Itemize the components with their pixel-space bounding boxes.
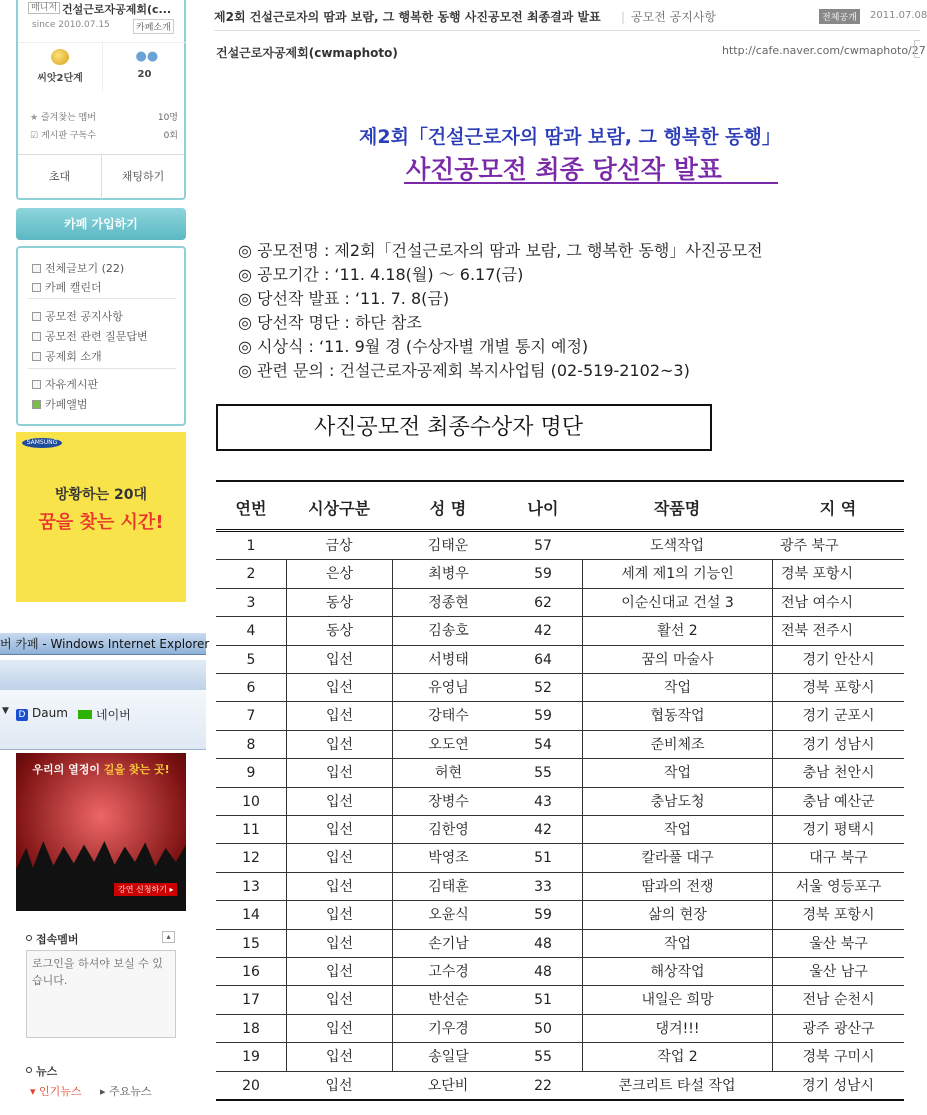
col-header-age: 나이: [527, 499, 559, 518]
ad-headline-a: 우리의 열정이: [32, 763, 104, 776]
table-cell: 19: [242, 1049, 260, 1066]
table-cell: 삶의 현장: [582, 901, 772, 929]
table-cell: 충남도청: [582, 788, 772, 816]
join-cafe-button[interactable]: 카페 가입하기: [16, 208, 186, 240]
table-row: [216, 646, 904, 674]
table-cell: 작업 2: [582, 1043, 772, 1071]
info-line: ◎ 관련 문의 : 건설근로자공제회 복지사업팀 (02-519-2102~3): [238, 361, 690, 380]
table-cell: 김한영: [392, 816, 504, 844]
table-cell: 50: [534, 1020, 552, 1037]
menu-divider: [28, 368, 176, 369]
info-line: ◎ 시상식 : ‘11. 9월 경 (수상자별 개별 통지 예정): [238, 337, 589, 356]
naver-icon: [78, 710, 92, 719]
star-icon: ★: [30, 113, 39, 123]
visibility-badge: 전체공개: [819, 9, 860, 24]
table-cell: 오도연: [392, 731, 504, 759]
table-cell: 기우경: [392, 1015, 504, 1043]
post-title: 제2회 건설근로자의 땀과 보람, 그 행복한 동행 사진공모전 최종결과 발표: [214, 10, 601, 24]
table-cell: 울산 남구: [772, 958, 904, 986]
album-icon: [32, 400, 41, 409]
cafe-intro-button[interactable]: 카페소개: [133, 19, 174, 34]
table-cell: 경북 포항시: [772, 901, 904, 929]
table-cell: 입선: [286, 986, 392, 1014]
table-cell: 최병우: [392, 560, 504, 588]
table-row: [216, 788, 904, 816]
table-row: [216, 759, 904, 787]
table-cell: 12: [242, 850, 260, 867]
table-cell: 57: [534, 538, 552, 554]
table-cell: 허현: [392, 759, 504, 787]
ie-toolbar: [0, 660, 206, 690]
table-cell: 고수경: [392, 958, 504, 986]
table-row: [216, 1015, 904, 1043]
table-cell: 8: [246, 736, 256, 753]
menu-label: 전체글보기 (22): [45, 262, 125, 275]
table-row: [216, 816, 904, 844]
table-cell: 정종현: [392, 589, 504, 617]
menu-free-board[interactable]: [32, 376, 98, 392]
table-cell: 54: [534, 736, 552, 753]
table-cell: 43: [534, 793, 552, 810]
table-cell: 입선: [286, 930, 392, 958]
table-cell: 16: [242, 964, 260, 980]
table-cell: 55: [534, 1049, 552, 1066]
table-cell: 입선: [325, 1077, 353, 1094]
table-cell: 42: [534, 623, 552, 640]
table-cell: 충남 예산군: [772, 788, 904, 816]
menu-contest-qna[interactable]: [32, 328, 148, 344]
table-cell: 콘크리트 타설 작업: [618, 1077, 736, 1094]
table-row: [216, 589, 904, 617]
calendar-icon: [32, 283, 41, 292]
collapse-icon[interactable]: ▴: [162, 931, 175, 943]
table-cell: 작업: [582, 930, 772, 958]
table-cell: 3: [246, 594, 256, 611]
table-cell: 경북 구미시: [772, 1043, 904, 1071]
table-cell: 전남 순천시: [772, 986, 904, 1014]
table-cell: 13: [242, 878, 260, 895]
cafe-name[interactable]: 건설근로자공제회(c...: [62, 3, 172, 16]
table-cell: 댕겨!!!: [582, 1015, 772, 1043]
table-row: [216, 958, 904, 986]
fav-members-label: 즐겨찾는 멤버: [40, 113, 96, 123]
table-cell: 51: [534, 850, 552, 867]
table-cell: 1: [246, 538, 256, 554]
table-cell: 입선: [286, 646, 392, 674]
table-cell: 김태훈: [392, 873, 504, 901]
table-cell: 작업: [582, 816, 772, 844]
table-row: [216, 986, 904, 1014]
table-cell: 서병태: [392, 646, 504, 674]
cafe-sidebar: [0, 0, 210, 1115]
member-count-value: 20: [137, 69, 152, 80]
post-url[interactable]: http://cafe.naver.com/cwmaphoto/27: [722, 44, 926, 57]
table-cell: 10: [242, 793, 260, 810]
winners-table-title: 사진공모전 최종수상자 명단: [216, 404, 712, 451]
col-header-name: 성 명: [429, 499, 467, 518]
table-cell: 경기 군포시: [772, 702, 904, 730]
table-cell: 55: [534, 765, 552, 782]
table-cell: 경기 평택시: [772, 816, 904, 844]
fav-label: Daum: [32, 706, 68, 720]
table-cell: 동상: [286, 617, 392, 645]
table-cell: 64: [534, 651, 552, 668]
table-cell: 59: [534, 907, 552, 924]
table-cell: 해상작업: [582, 958, 772, 986]
table-cell: 오윤식: [392, 901, 504, 929]
lecture-apply-button[interactable]: 강연 신청하기 ▸: [114, 883, 177, 896]
table-cell: 칼라풀 대구: [582, 844, 772, 872]
table-cell: 오단비: [427, 1077, 469, 1094]
table-cell: 광주 광산구: [772, 1015, 904, 1043]
table-cell: 4: [246, 623, 256, 640]
table-cell: 강태수: [392, 702, 504, 730]
table-cell: 전남 여수시: [772, 589, 904, 617]
table-cell: 협동작업: [582, 702, 772, 730]
menu-label: 자유게시판: [45, 378, 99, 391]
table-cell: 경북 포항시: [772, 674, 904, 702]
ie-favorites-bar: [0, 690, 206, 750]
ie-title-bar[interactable]: 버 카페 - Windows Internet Explorer: [0, 633, 206, 655]
table-cell: 경기 성남시: [801, 1077, 875, 1094]
table-cell: 입선: [286, 1043, 392, 1071]
table-cell: 2: [246, 566, 256, 583]
table-cell: 입선: [286, 873, 392, 901]
chat-button[interactable]: 채팅하기: [121, 170, 165, 183]
table-cell: 이순신대교 건설 3: [582, 589, 772, 617]
table-cell: 입선: [286, 788, 392, 816]
invite-button[interactable]: 초대: [18, 155, 102, 199]
cafe-menu: [16, 246, 186, 426]
menu-album[interactable]: [32, 396, 88, 412]
post-area: [214, 0, 927, 1115]
post-author[interactable]: 건설근로자공제회(cwmaphoto): [216, 46, 398, 60]
col-header-region: 지 역: [819, 499, 857, 518]
table-cell: 입선: [286, 1015, 392, 1043]
fav-daum[interactable]: [16, 706, 68, 721]
tab-main-news[interactable]: ▸ 주요뉴스: [100, 1085, 152, 1098]
login-required-box: 로그인을 하셔야 보실 수 있습니다.: [26, 950, 176, 1038]
scrollbar-edge[interactable]: [914, 40, 920, 58]
table-cell: 광주 북구: [780, 538, 839, 554]
menu-contest-notice[interactable]: [32, 308, 123, 324]
fav-members-row[interactable]: [30, 110, 178, 123]
table-cell: 손기남: [392, 930, 504, 958]
table-cell: 7: [246, 708, 256, 725]
table-cell: 6: [246, 680, 256, 696]
board-sub-row[interactable]: [30, 128, 178, 141]
table-cell: 충남 천안시: [772, 759, 904, 787]
manager-badge: 매니저: [28, 2, 60, 14]
table-bottom-rule: [216, 1099, 904, 1101]
table-cell: 활선 2: [582, 617, 772, 645]
dropdown-arrow-icon[interactable]: ▼: [2, 706, 9, 716]
ad-headline-b: 길을 찾는 곳!: [103, 763, 170, 776]
table-cell: 내일은 희망: [582, 986, 772, 1014]
table-cell: 17: [242, 992, 260, 1009]
menu-label: 공모전 공지사항: [45, 310, 123, 323]
menu-label: 공제회 소개: [45, 350, 102, 363]
col-header-work: 작품명: [653, 499, 701, 518]
table-cell: 52: [534, 680, 552, 696]
table-cell: 장병수: [392, 788, 504, 816]
table-cell: 김송호: [392, 617, 504, 645]
ad-line-1: 방황하는 20대: [55, 487, 147, 503]
table-row: [216, 617, 904, 645]
board-sub-label: 게시판 구독수: [40, 131, 96, 141]
board-sub-count: 0회: [163, 131, 178, 141]
table-cell: 세계 제1의 기능인: [582, 560, 772, 588]
table-cell: 59: [534, 708, 552, 725]
table-cell: 울산 북구: [772, 930, 904, 958]
info-line: ◎ 공모전명 : 제2회「건설근로자의 땀과 보람, 그 행복한 동행」사진공모전: [238, 241, 763, 260]
news-heading: 뉴스: [26, 1063, 57, 1079]
table-row: [216, 674, 904, 702]
table-row: [216, 702, 904, 730]
tab-popular-news[interactable]: ▾ 인기뉴스: [30, 1085, 82, 1098]
info-line: ◎ 당선작 명단 : 하단 참조: [238, 313, 422, 332]
table-cell: 5: [246, 651, 256, 668]
table-cell: 김태운: [427, 538, 469, 554]
table-cell: 작업: [582, 674, 772, 702]
lecture-ad-banner[interactable]: [16, 753, 186, 911]
table-cell: 꿈의 마술사: [582, 646, 772, 674]
list-icon: [32, 380, 41, 389]
table-row: [216, 1072, 904, 1100]
qna-icon: [32, 332, 41, 341]
member-count[interactable]: [102, 42, 186, 92]
menu-calendar[interactable]: [32, 279, 102, 295]
table-cell: 33: [534, 878, 552, 895]
info-line: ◎ 공모기간 : ‘11. 4.18(월) ～ 6.17(금): [238, 265, 524, 284]
table-cell: 입선: [286, 702, 392, 730]
list-icon: [32, 312, 41, 321]
checkbox-icon: ☑: [30, 131, 39, 141]
list-icon: [32, 352, 41, 361]
table-cell: 경북 포항시: [772, 560, 904, 588]
table-cell: 박영조: [392, 844, 504, 872]
table-cell: 11: [242, 822, 260, 838]
list-icon: [32, 264, 41, 273]
samsung-logo: SAMSUNG: [22, 438, 62, 448]
table-cell: 대구 북구: [772, 844, 904, 872]
table-cell: 입선: [286, 901, 392, 929]
ad-headline: [16, 761, 186, 777]
coin-icon: [51, 49, 69, 65]
table-cell: 59: [534, 566, 552, 583]
info-line: ◎ 당선작 발표 : ‘11. 7. 8(금): [238, 289, 450, 308]
ad-line-2: 꿈을 찾는 시간!: [38, 512, 164, 533]
connected-members-heading-2: 접속멤버: [26, 931, 79, 947]
table-cell: 도색작업: [649, 538, 705, 554]
grade-label: 씨앗2단계: [37, 73, 83, 84]
cafe-action-row: [18, 154, 184, 198]
table-cell: 준비체조: [582, 731, 772, 759]
table-row: [216, 731, 904, 759]
table-cell: 경기 성남시: [772, 731, 904, 759]
table-cell: 반선순: [392, 986, 504, 1014]
fav-label: 네이버: [96, 708, 131, 722]
table-cell: 48: [534, 964, 552, 980]
table-cell: 62: [534, 594, 552, 611]
samsung-ad-banner[interactable]: [16, 432, 186, 602]
table-cell: 땀과의 전쟁: [582, 873, 772, 901]
table-cell: 22: [534, 1077, 552, 1094]
menu-about[interactable]: [32, 348, 102, 364]
post-category-link[interactable]: | 공모전 공지사항: [621, 10, 717, 24]
header-divider: [214, 30, 920, 31]
table-row: [216, 1043, 904, 1071]
table-cell: 입선: [286, 844, 392, 872]
post-date: 2011.07.08: [870, 10, 927, 21]
table-cell: 9: [246, 765, 256, 782]
menu-divider: [28, 298, 176, 299]
daum-icon: D: [16, 709, 28, 721]
table-row: [216, 532, 904, 560]
table-cell: 전북 전주시: [772, 617, 904, 645]
cafe-grade[interactable]: [18, 42, 102, 92]
menu-all-posts[interactable]: [32, 260, 124, 276]
fav-naver[interactable]: [78, 706, 131, 723]
crowd-silhouette: [16, 841, 186, 911]
table-cell: 입선: [286, 759, 392, 787]
table-cell: 15: [242, 935, 260, 952]
announcement-title-1: 제2회「건설근로자의 땀과 보람, 그 행복한 동행」: [359, 126, 781, 148]
announcement-title-2: 사진공모전 최종 당선작 발표: [404, 150, 778, 184]
table-cell: 입선: [286, 958, 392, 986]
table-cell: 경기 안산시: [772, 646, 904, 674]
table-cell: 42: [534, 822, 552, 838]
table-cell: 서울 영등포구: [772, 873, 904, 901]
members-icon: ●●: [135, 49, 159, 64]
menu-label: 공모전 관련 질문답변: [45, 330, 148, 343]
table-cell: 유영님: [392, 674, 504, 702]
table-top-rule: [216, 480, 904, 482]
col-header-award: 시상구분: [308, 499, 370, 518]
table-row: [216, 930, 904, 958]
table-cell: 입선: [286, 816, 392, 844]
table-cell: 20: [242, 1077, 260, 1094]
menu-label: 카페앨범: [45, 398, 88, 411]
table-cell: 14: [242, 907, 260, 924]
table-cell: 송일달: [392, 1043, 504, 1071]
table-cell: 입선: [286, 674, 392, 702]
category-label: 공모전 공지사항: [631, 10, 717, 24]
table-row: [216, 844, 904, 872]
table-cell: 51: [534, 992, 552, 1009]
table-cell: 은상: [286, 560, 392, 588]
table-row: [216, 901, 904, 929]
fav-members-count: 10명: [157, 113, 178, 123]
since-date: since 2010.07.15: [32, 20, 110, 30]
table-cell: 금상: [325, 538, 353, 554]
col-header-no: 연번: [235, 499, 267, 518]
table-row: [216, 873, 904, 901]
cafe-info-box: [16, 0, 186, 200]
menu-label: 카페 캘린더: [45, 281, 102, 294]
table-cell: 입선: [286, 731, 392, 759]
table-cell: 작업: [582, 759, 772, 787]
table-cell: 18: [242, 1020, 260, 1037]
table-row: [216, 560, 904, 588]
table-cell: 동상: [286, 589, 392, 617]
table-cell: 48: [534, 935, 552, 952]
